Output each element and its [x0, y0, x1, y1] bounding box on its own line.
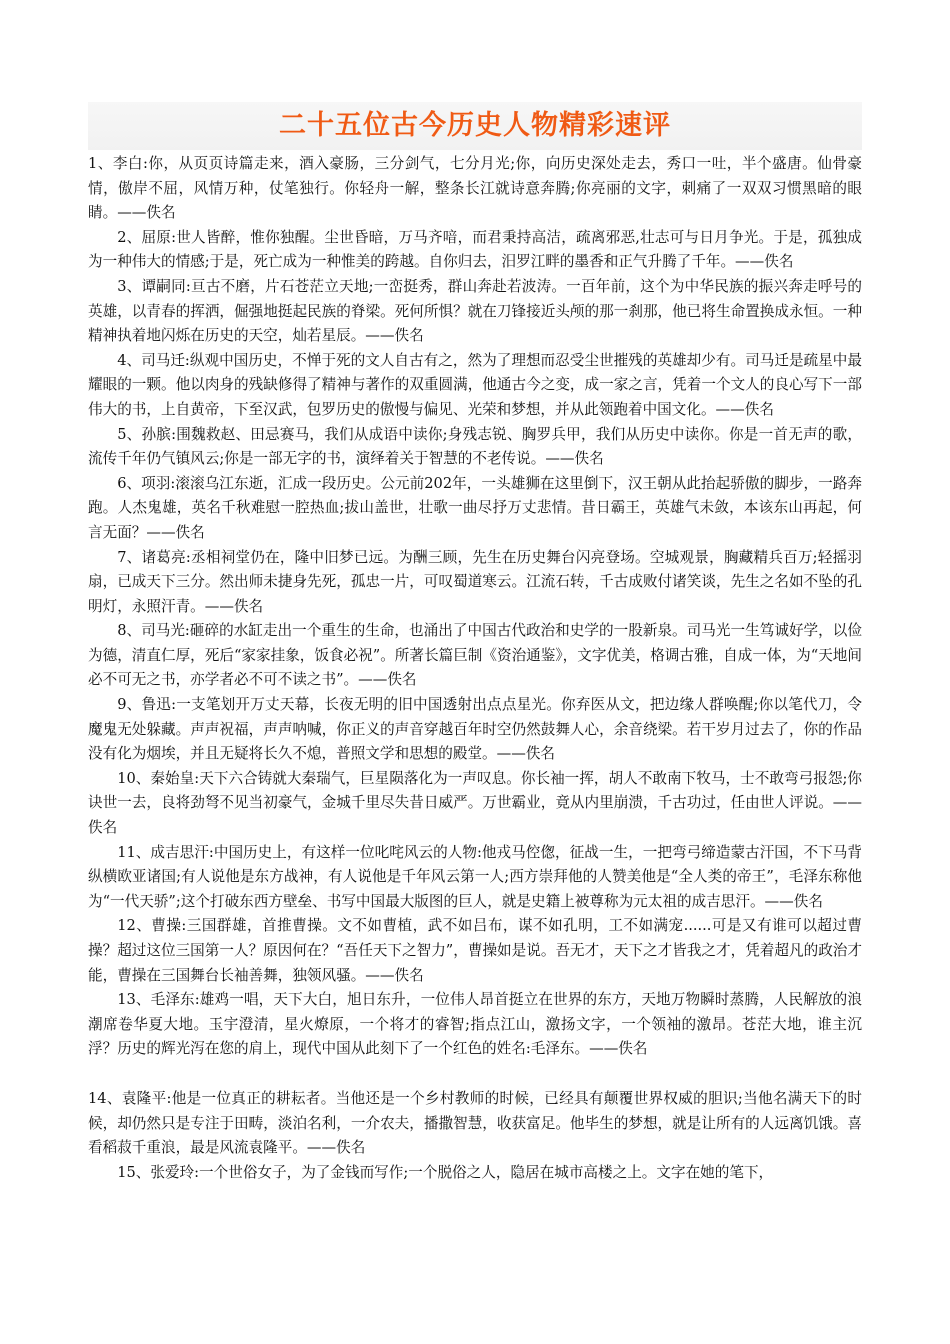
entry-yuan-longping: 14、袁隆平:他是一位真正的耕耘者。当他还是一个乡村教师的时候，已经具有颠覆世界权威的胆识;当他名满天下的时候，却仍然只是专注于田畴，淡泊名利，一介农夫，播撒智慧，收获富足。他毕生的梦想，就是让所有的人远离饥饿。喜看稻菽千重浪，最是风流袁隆平。——佚名: [88, 1089, 862, 1157]
entry-xiang-yu: 6、项羽:滚滚乌江东逝，汇成一段历史。公元前202年，一头雄狮在这里倒下，汉王朝从此抬起骄傲的脚步，一路奔跑。人杰鬼雄，英名千秋难慰一腔热血;拔山盖世，壮歌一曲尽抒万丈悲情。昔日霸王，英雄气未敛，本该东山再起，何言无面？——佚名: [88, 474, 862, 541]
paragraph-gap: [88, 1062, 862, 1087]
page-title: 二十五位古今历史人物精彩速评: [279, 110, 671, 141]
entry-tan-sitong: 3、谭嗣同:亘古不磨，片石苍茫立天地;一峦挺秀，群山奔赴若波涛。一百年前，这个为中华民族的振兴奔走呼号的英雄，以青春的挥洒，倔强地挺起民族的脊梁。死何所惧？就在刀锋接近头颅的那一刹那，他已将生命置换成永恒。一种精神执着地闪烁在历史的天空，灿若星辰。——佚名: [88, 277, 862, 345]
entry-qu-yuan: 2、屈原:世人皆醉，惟你独醒。尘世昏暗，万马齐喑，而君秉持高洁，疏离邪恶,壮志可与日月争光。于是，孤独成为一种伟大的情感;于是，死亡成为一种惟美的跨越。自你归去，汨罗江畔的墨香和正气升腾了千年。——佚名: [88, 228, 862, 271]
entry-zhang-ailing: 15、张爱玲:一个世俗女子，为了金钱而写作;一个脱俗之人，隐居在城市高楼之上。文字在她的笔下，: [117, 1163, 774, 1181]
entry-li-bai: 1、李白:你，从页页诗篇走来，酒入豪肠，三分剑气，七分月光;你，向历史深处走去，秀口一吐，半个盛唐。仙骨豪情，傲岸不屈，风情万种，仗笔独行。你轻舟一解，整条长江就诗意奔腾;你亮丽的文字，刺痛了一双双习惯黑暗的眼睛。——佚名: [88, 155, 862, 222]
entry-sima-qian: 4、司马迁:纵观中国历史，不惮于死的文人自古有之，然为了理想而忍受尘世摧残的英雄却少有。司马迁是疏星中最耀眼的一颗。他以肉身的残缺修得了精神与著作的双重圆满，他通古今之变，成一家之言，凭着一个文人的良心写下一部伟大的书，上自黄帝，下至汉武，包罗历史的傲慢与偏见、光荣和梦想，并从此领跑着中国文化。——佚名: [88, 351, 862, 418]
entry-genghis-khan: 11、成吉思汗:中国历史上，有这样一位叱咤风云的人物:他戎马倥偬，征战一生，一把弯弓缔造蒙古汗国，不下马背纵横欧亚诸国;有人说他是东方战神，有人说他是千年风云第一人;西方崇拜他的人赞美他是“全人类的帝王”，毛泽东称他为“一代天骄”;这个打破东西方壁垒、书写中国最大版图的巨人，就是史籍上被尊称为元太祖的成吉思汗。——佚名: [88, 843, 862, 910]
entry-cao-cao: 12、曹操:三国群雄，首推曹操。文不如曹植，武不如吕布，谋不如孔明，工不如满宠......可是又有谁可以超过曹操？超过这位三国第一人？原因何在？“吾任天下之智力”，曹操如是说。吾无才，天下之才皆我之才，凭着超凡的政治才能，曹操在三国舞台长袖善舞，独领风骚。——佚名: [88, 917, 862, 984]
entry-lu-xun: 9、鲁迅:一支笔划开万丈天幕，长夜无明的旧中国透射出点点星光。你弃医从文，把边缘人群唤醒;你以笔代刀，令魔鬼无处躲藏。声声祝福，声声呐喊，你正义的声音穿越百年时空仍然鼓舞人心，余音绕梁。若干岁月过去了，你的作品没有化为烟埃，并且无疑将长久不熄，普照文学和思想的殿堂。——佚名: [88, 696, 862, 763]
entry-qin-shihuang: 10、秦始皇:天下六合铸就大秦瑞气，巨星陨落化为一声叹息。你长袖一挥，胡人不敢南下牧马，士不敢弯弓报怨;你诀世一去，良将劲弩不见当初豪气，金城千里尽失昔日威严。万世霸业，竟从内里崩溃，千古功过，任由世人评说。——佚名: [88, 769, 862, 837]
entry-sima-guang: 8、司马光:砸碎的水缸走出一个重生的生命，也涌出了中国古代政治和史学的一股新泉。司马光一生笃诚好学，以俭为德，清直仁厚，死后“家家挂象，饭食必祝”。所著长篇巨制《资治通鉴》，文字优美，格调古雅，自成一体，为“天地间必不可无之书，亦学者必不可不读之书”。——佚名: [88, 622, 862, 689]
entry-zhuge-liang: 7、诸葛亮:丞相祠堂仍在，隆中旧梦已远。为酬三顾，先生在历史舞台闪亮登场。空城观景，胸藏精兵百万;轻摇羽扇，已成天下三分。然出师未捷身先死，孤忠一片，可叹蜀道寒云。江流石转，千古成败付诸笑谈，先生之名如不坠的孔明灯，永照汗青。——佚名: [88, 548, 862, 615]
entry-sun-bin: 5、孙膑:围魏救赵、田忌赛马，我们从成语中读你;身残志锐、胸罗兵甲，我们从历史中读你。你是一首无声的歌，流传千年仍气镇风云;你是一部无字的书，演绎着关于智慧的不老传说。——佚名: [88, 425, 862, 468]
entry-mao-zedong: 13、毛泽东:雄鸡一唱，天下大白，旭日东升，一位伟人昂首挺立在世界的东方，天地万物瞬时蒸腾，人民解放的浪潮席卷华夏大地。玉宇澄清，星火燎原，一个将才的睿智;指点江山，激扬文字，一个领袖的激昂。苍茫大地，谁主沉浮？历史的辉光泻在您的肩上，现代中国从此刻下了一个红色的姓名:毛泽东。——佚名: [88, 991, 862, 1058]
title-bar: [88, 102, 862, 150]
